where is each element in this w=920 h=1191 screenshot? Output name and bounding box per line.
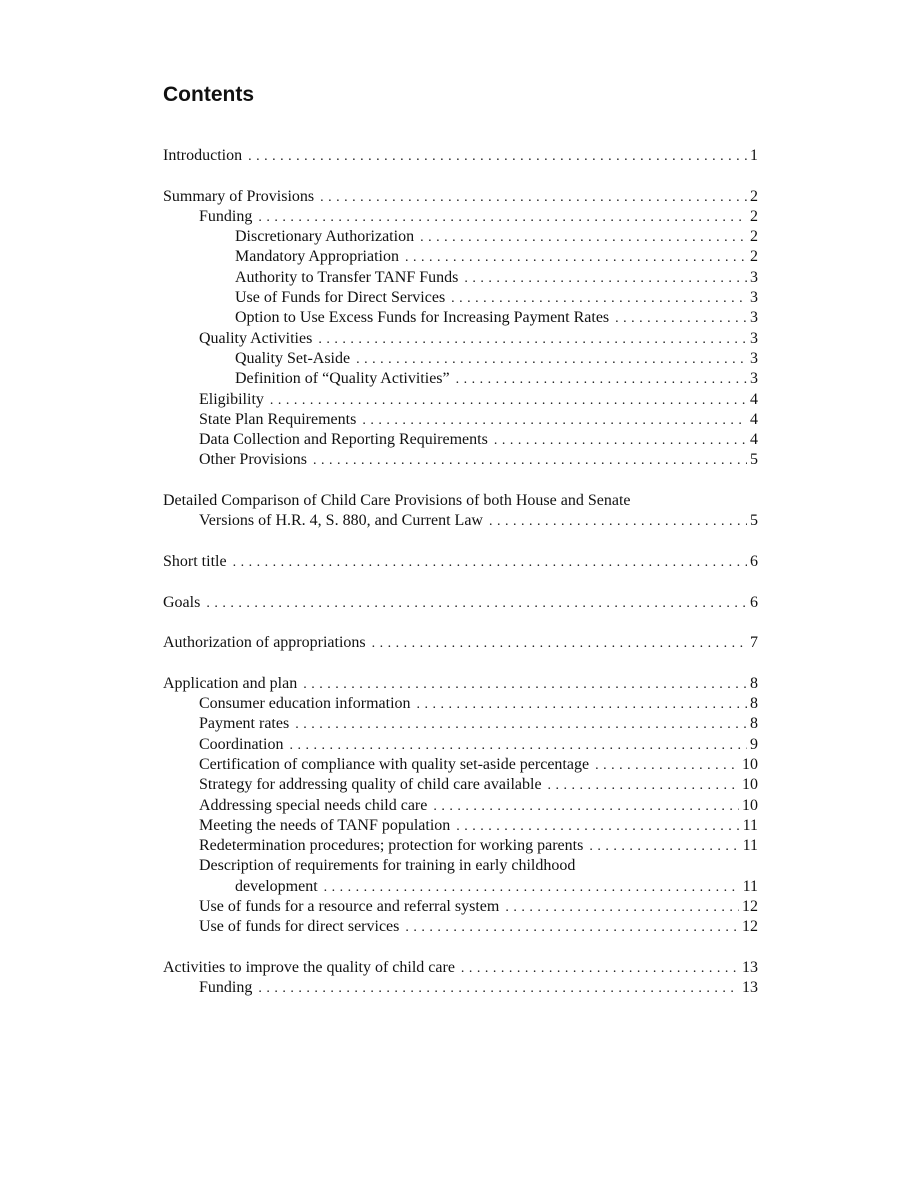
dot-leader [505, 898, 739, 917]
dot-leader [595, 756, 739, 775]
dot-leader [248, 147, 747, 166]
dot-leader [589, 837, 739, 856]
toc-spacer [163, 532, 758, 552]
toc-entry[interactable] [163, 877, 758, 897]
toc-page-number: 2 [750, 207, 758, 225]
dot-leader [456, 370, 747, 389]
toc-entry[interactable] [163, 593, 758, 613]
dot-leader [494, 431, 747, 450]
toc-page-number: 8 [750, 695, 758, 713]
toc-entry-text: Redetermination procedures; protection for working parents [199, 837, 584, 855]
toc-entry-continued [163, 856, 758, 876]
dot-leader [489, 512, 747, 531]
toc-entry[interactable] [163, 674, 758, 694]
toc-entry-text: Activities to improve the quality of child care [163, 958, 455, 976]
toc-entry-text: Discretionary Authorization [235, 228, 415, 246]
toc-entry-text: Authority to Transfer TANF Funds [235, 268, 459, 286]
toc-entry[interactable] [163, 247, 758, 267]
toc-page-number: 7 [750, 634, 758, 652]
dot-leader [258, 979, 739, 998]
toc-entry[interactable] [163, 816, 758, 836]
toc-entry-text: Data Collection and Reporting Requirements [199, 431, 488, 449]
toc-entry-text: Option to Use Excess Funds for Increasing Payment Rates [235, 309, 610, 327]
toc-entry-text: Funding [199, 979, 253, 997]
toc-entry[interactable] [163, 430, 758, 450]
toc-entry-text: Summary of Provisions [163, 187, 315, 205]
toc-entry-text: Application and plan [163, 674, 298, 692]
toc-page-number: 2 [750, 228, 758, 246]
toc-entry[interactable] [163, 633, 758, 653]
toc-page-number: 3 [750, 370, 758, 388]
toc-entry[interactable] [163, 958, 758, 978]
toc-spacer [163, 613, 758, 633]
toc-entry[interactable] [163, 410, 758, 430]
toc-entry-text: development [235, 877, 318, 895]
toc-entry[interactable] [163, 978, 758, 998]
toc-page-number: 6 [750, 552, 758, 570]
dot-leader [362, 411, 747, 430]
toc-page-number: 10 [742, 776, 758, 794]
toc-entry[interactable] [163, 714, 758, 734]
toc-entry-text: Description of requirements for training in early childhood [199, 857, 576, 875]
toc-page-number: 5 [750, 451, 758, 469]
toc-page-number: 3 [750, 309, 758, 327]
toc-entry-text: Use of funds for a resource and referral system [199, 897, 500, 915]
toc-entry[interactable] [163, 450, 758, 470]
toc-entry-text: Mandatory Appropriation [235, 248, 399, 266]
toc-page-number: 3 [750, 268, 758, 286]
page-title: Contents [163, 83, 254, 106]
toc-entry[interactable] [163, 390, 758, 410]
toc-page-number: 8 [750, 674, 758, 692]
dot-leader [313, 451, 747, 470]
toc-entry-text: Quality Activities [199, 329, 313, 347]
toc-page-number: 11 [742, 837, 758, 855]
dot-leader [461, 959, 739, 978]
toc-entry[interactable] [163, 308, 758, 328]
dot-leader [405, 918, 739, 937]
toc-entry[interactable] [163, 227, 758, 247]
toc-page-number: 8 [750, 715, 758, 733]
toc-entry-text: Short title [163, 552, 227, 570]
toc-entry-text: Introduction [163, 147, 243, 164]
toc-entry-text: Coordination [199, 735, 284, 753]
toc-entry[interactable] [163, 207, 758, 227]
toc-entry-text: Consumer education information [199, 695, 411, 713]
toc-page-number: 4 [750, 431, 758, 449]
dot-leader [295, 715, 747, 734]
toc-spacer [163, 572, 758, 592]
toc-page-number: 3 [750, 289, 758, 307]
toc-page-number: 13 [742, 979, 758, 997]
toc-entry-text: Addressing special needs child care [199, 796, 428, 814]
toc-page-number: 4 [750, 410, 758, 428]
toc-entry-text: Other Provisions [199, 451, 307, 469]
toc-entry-text: Strategy for addressing quality of child care available [199, 776, 542, 794]
toc-entry-text: Funding [199, 207, 253, 225]
toc-entry-text: Certification of compliance with quality set-aside percentage [199, 755, 590, 773]
dot-leader [318, 330, 747, 349]
toc-entry-text: Use of funds for direct services [199, 918, 400, 936]
toc-page-number: 10 [742, 755, 758, 773]
toc-entry[interactable] [163, 369, 758, 389]
toc-entry-text: Versions of H.R. 4, S. 880, and Current Law [199, 512, 483, 530]
dot-leader [433, 797, 739, 816]
dot-leader [270, 391, 747, 410]
toc-page-number: 13 [742, 958, 758, 976]
dot-leader [456, 817, 739, 836]
table-of-contents [163, 146, 758, 998]
dot-leader [420, 228, 747, 247]
toc-page-number: 2 [750, 187, 758, 205]
toc-entry[interactable] [163, 552, 758, 572]
toc-entry[interactable] [163, 735, 758, 755]
dot-leader [233, 553, 747, 572]
toc-entry[interactable] [163, 775, 758, 795]
toc-entry[interactable] [163, 288, 758, 308]
dot-leader [258, 208, 747, 227]
dot-leader [356, 350, 747, 369]
toc-entry[interactable] [163, 897, 758, 917]
dot-leader [206, 594, 747, 613]
toc-spacer [163, 938, 758, 958]
toc-entry[interactable] [163, 268, 758, 288]
toc-page-number: 5 [750, 512, 758, 530]
toc-entry-text: Definition of “Quality Activities” [235, 370, 450, 388]
toc-entry[interactable] [163, 796, 758, 816]
dot-leader [451, 289, 747, 308]
dot-leader [324, 878, 740, 897]
toc-entry-text: State Plan Requirements [199, 410, 357, 428]
toc-entry-text: Quality Set-Aside [235, 349, 351, 367]
dot-leader [615, 309, 747, 328]
toc-entry[interactable] [163, 146, 758, 166]
dot-leader [417, 695, 747, 714]
toc-entry-text: Detailed Comparison of Child Care Provisions of both House and Senate [163, 492, 631, 510]
toc-entry[interactable] [163, 511, 758, 531]
toc-entry[interactable] [163, 836, 758, 856]
toc-entry-text: Meeting the needs of TANF population [199, 816, 451, 834]
toc-entry-text: Payment rates [199, 715, 290, 733]
toc-spacer [163, 471, 758, 491]
toc-entry[interactable] [163, 694, 758, 714]
toc-entry[interactable] [163, 329, 758, 349]
toc-entry[interactable] [163, 349, 758, 369]
toc-page-number: 1 [750, 147, 758, 164]
dot-leader [405, 248, 747, 267]
toc-page-number: 12 [742, 918, 758, 936]
dot-leader [548, 776, 739, 795]
toc-entry-text: Eligibility [199, 390, 264, 408]
toc-page-number: 2 [750, 248, 758, 266]
dot-leader [289, 736, 747, 755]
toc-page-number: 3 [750, 329, 758, 347]
toc-page-number: 11 [742, 877, 758, 895]
toc-page-number: 11 [742, 816, 758, 834]
toc-spacer [163, 653, 758, 673]
dot-leader [464, 269, 747, 288]
toc-entry-text: Authorization of appropriations [163, 634, 366, 652]
toc-page-number: 12 [742, 897, 758, 915]
toc-entry[interactable] [163, 755, 758, 775]
toc-page-number: 10 [742, 796, 758, 814]
toc-entry-continued [163, 491, 758, 511]
toc-spacer [163, 166, 758, 186]
dot-leader [372, 634, 747, 653]
dot-leader [303, 675, 747, 694]
toc-entry-text: Goals [163, 593, 201, 611]
toc-page-number: 6 [750, 593, 758, 611]
dot-leader [320, 188, 747, 207]
toc-entry[interactable] [163, 917, 758, 937]
toc-page-number: 9 [750, 735, 758, 753]
toc-entry[interactable] [163, 187, 758, 207]
toc-entry-text: Use of Funds for Direct Services [235, 289, 446, 307]
toc-page-number: 3 [750, 349, 758, 367]
toc-page-number: 4 [750, 390, 758, 408]
